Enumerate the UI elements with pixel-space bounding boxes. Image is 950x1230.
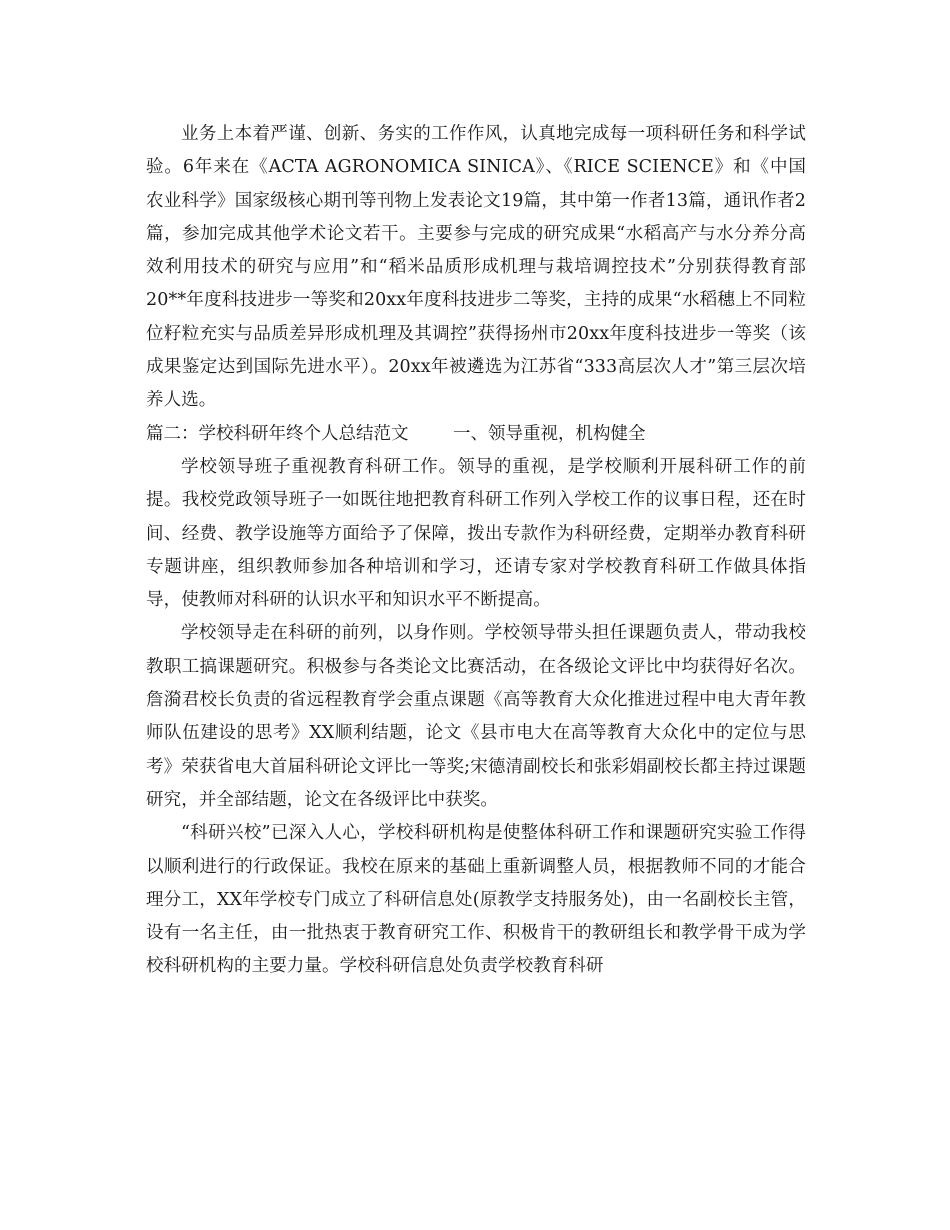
paragraph-achievements: 业务上本着严谨、创新、务实的工作作风，认真地完成每一项科研任务和科学试验。6年来在《ACTA AGRONOMICA SINICA》、《RICE SCIENCE》和《中国农业科学》国家级核心期刊等刊物上发表论文19篇，其中第一作者13篇，通讯作者2篇，参加完成其他学术论文若干。主要参与完成的研究成果“水稻高产与水分养分高效利用技术的研究与应用”和“稻米品质形成机理与栽培调控技术”分别获得教育部20**年度科技进步一等奖和20xx年度科技进步二等奖，主持的成果“水稻穗上不同粒位籽粒充实与品质差异形成机理及其调控”获得扬州市20xx年度科技进步一等奖（该成果鉴定达到国际先进水平）。20xx年被遴选为江苏省“333高层次人才”第三层次培养人选。 xyxy=(146,124,806,411)
paragraph-leadership: 学校领导班子重视教育科研工作。领导的重视，是学校顺利开展科研工作的前提。我校党政领导班子一如既往地把教育科研工作列入学校工作的议事日程，还在时间、经费、教学设施等方面给予了保障，拨出专款作为科研经费，定期举办教育科研专题讲座，组织教师参加各种培训和学习，还请专家对学校教育科研工作做具体指导，使教师对科研的认识水平和知识水平不断提高。 xyxy=(146,456,806,611)
paragraph-leading-by-example: 学校领导走在科研的前列，以身作则。学校领导带头担任课题负责人，带动我校教职工搞课题研究。积极参与各类论文比赛活动，在各级论文评比中均获得好名次。詹漪君校长负责的省远程教育学会重点课题《高等教育大众化推进过程中电大青年教师队伍建设的思考》XX顺利结题，论文《县市电大在高等教育大众化中的定位与思考》荣获省电大首届科研论文评比一等奖;宋德清副校长和张彩娟副校长都主持过课题研究，并全部结题，论文在各级评比中获奖。 xyxy=(146,623,806,810)
document-page xyxy=(146,118,806,984)
paragraph-research-institution: “科研兴校”已深入人心，学校科研机构是使整体科研工作和课题研究实验工作得以顺利进行的行政保证。我校在原来的基础上重新调整人员，根据教师不同的才能合理分工，XX年学校专门成立了科研信息处(原教学支持服务处)，由一名副校长主管，设有一名主任，由一批热衷于教育研究工作、积极肯干的教研组长和教学骨干成为学校科研机构的主要力量。学校科研信息处负责学校教育科研 xyxy=(146,823,806,977)
section-heading: 篇二：学校科研年终个人总结范文 一、领导重视，机构健全 xyxy=(146,423,646,444)
